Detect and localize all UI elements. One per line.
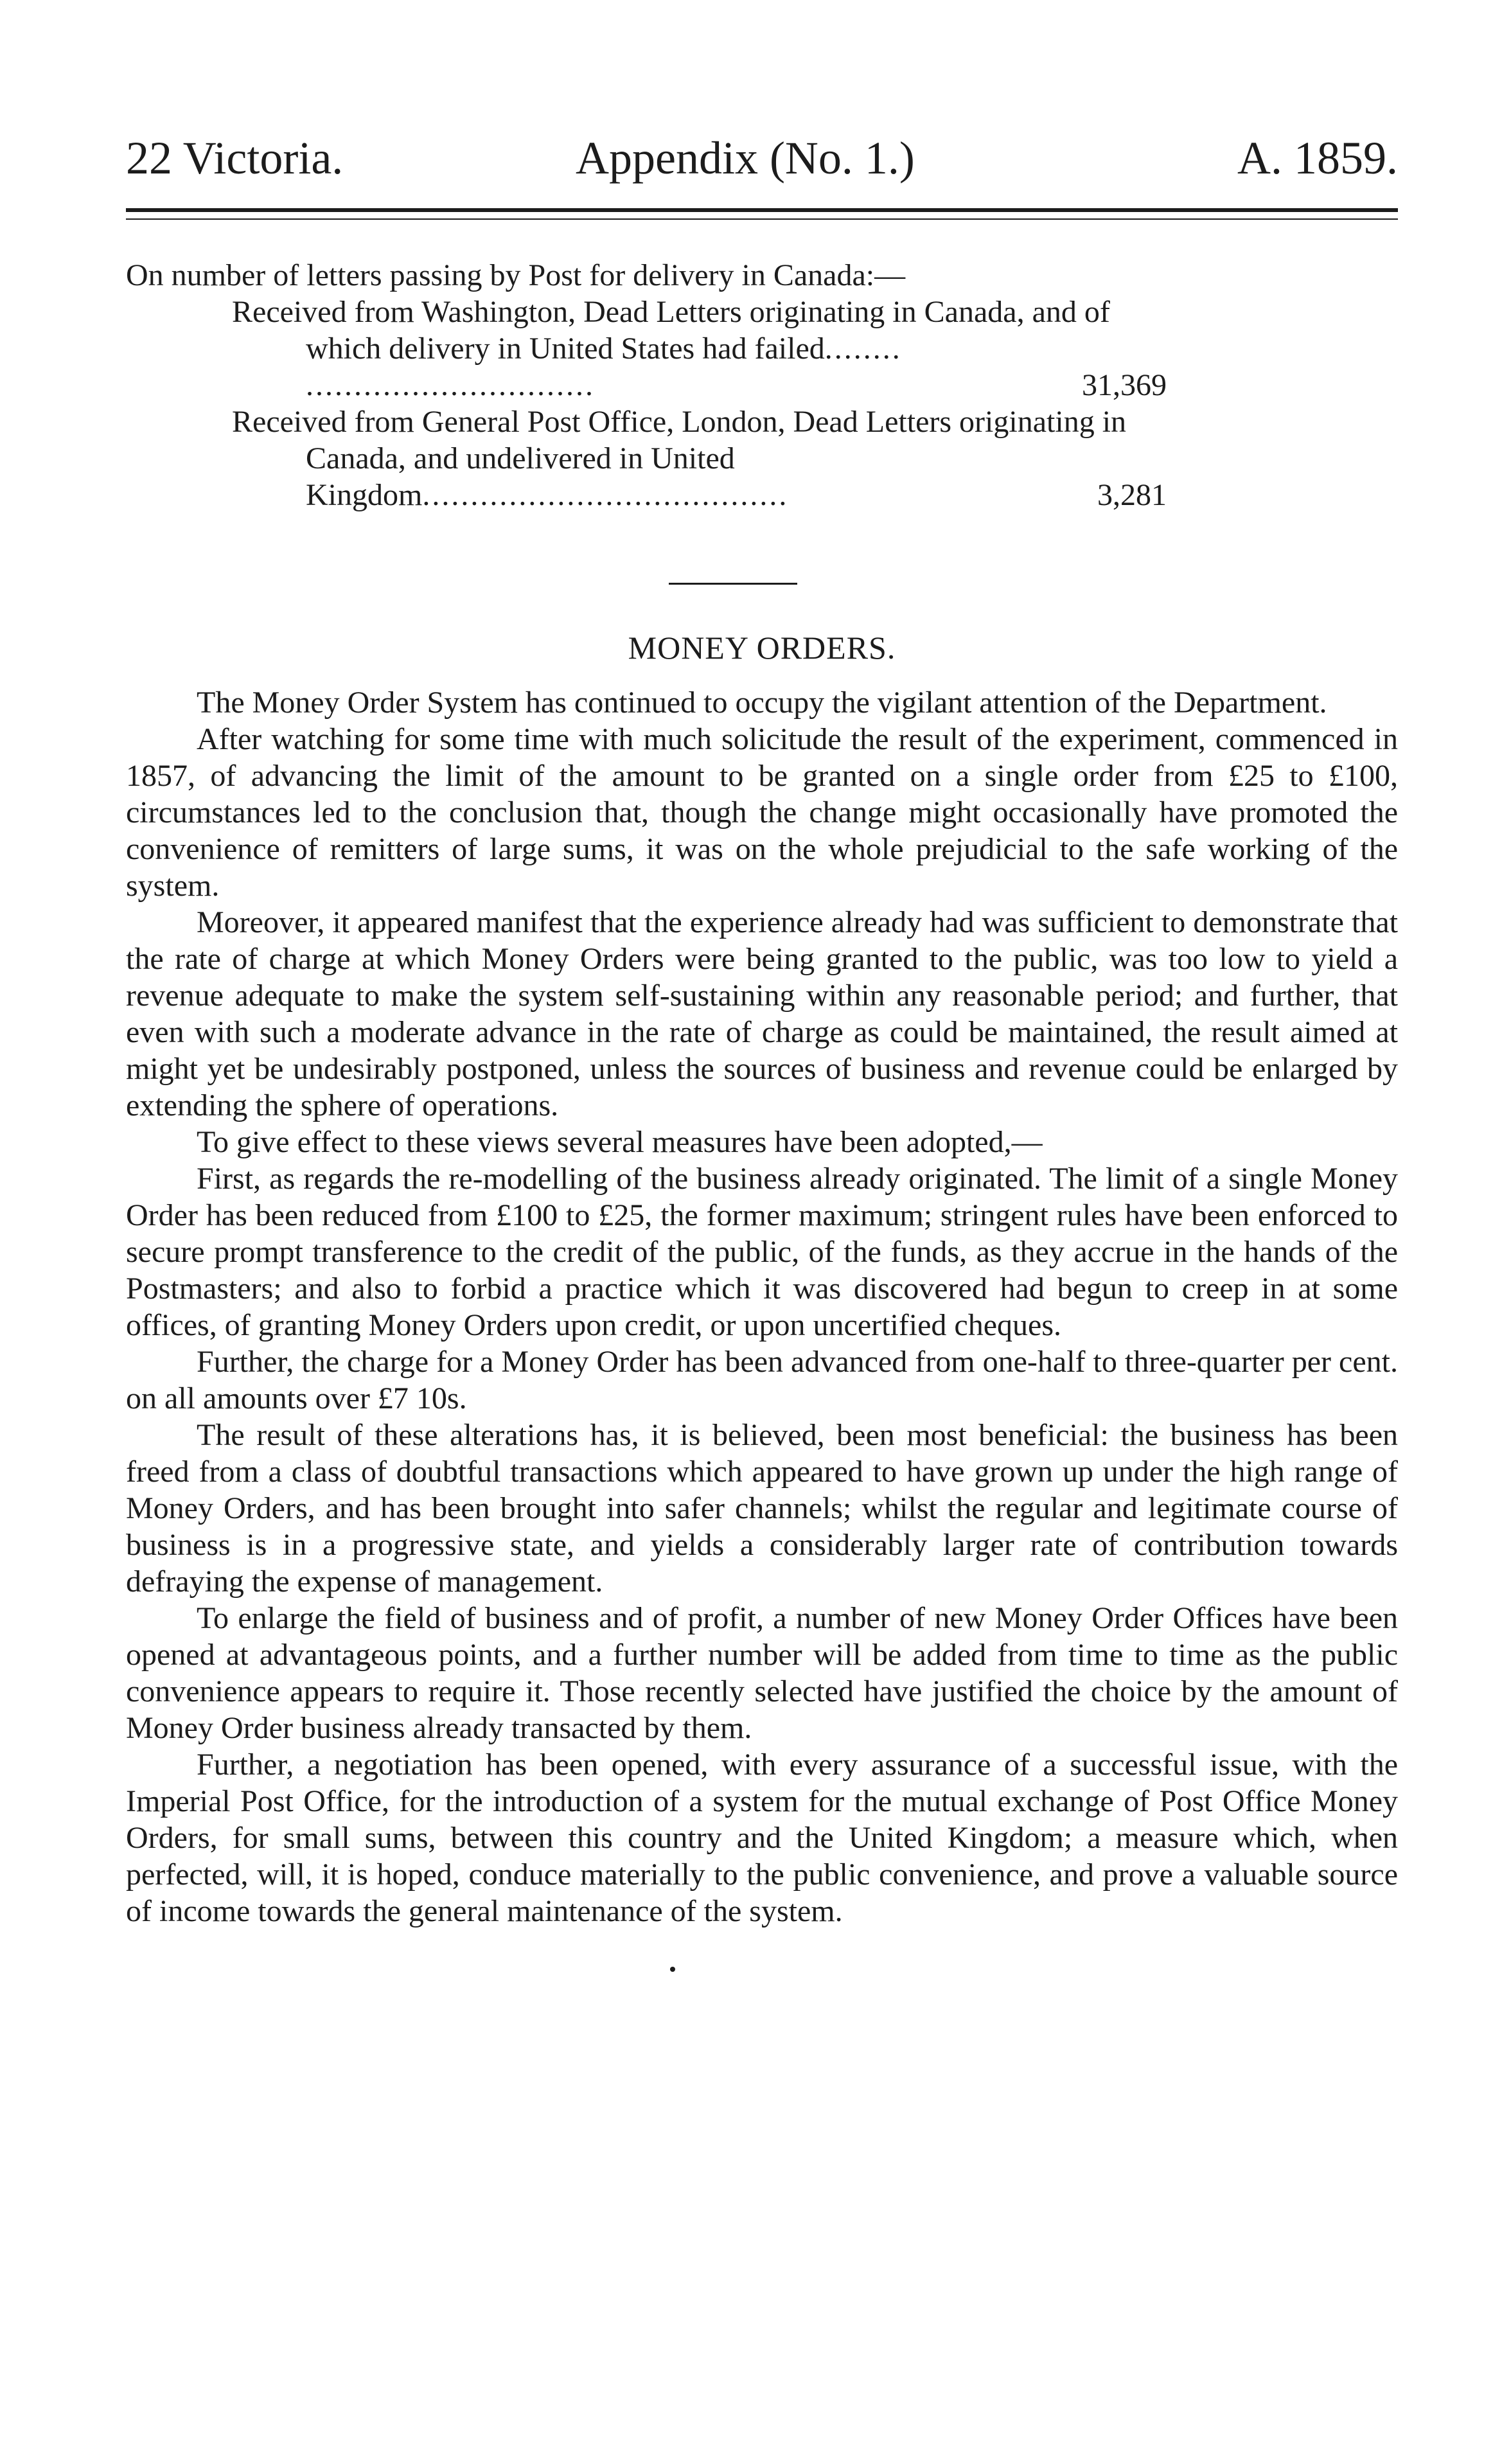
letters-entry-washington xyxy=(126,294,1398,403)
paragraph: To enlarge the field of business and of profit, a number of new Money Order Offices have been opened at advantageous points, and a further number will be added from time to time as the public convenience appears to require it. Those recently selected have justified the choice by the amount of Money Order business already transacted by them. xyxy=(126,1601,1398,1745)
entry-value: 31,369 xyxy=(1082,368,1167,402)
paragraph: Further, the charge for a Money Order has been advanced from one-half to three-quarter per cent. on all amounts over £7 10s. xyxy=(126,1345,1398,1415)
paragraph: Moreover, it appeared manifest that the experience already had was sufficient to demonstrate that the rate of charge at which Money Orders were being granted to the public, was too low to yield a revenue adequate to make the system self-sustaining within any reasonable period; and further, that even with such a moderate advance in the rate of charge as could be maintained, the result aimed at might yet be undesirably postponed, unless the sources of business and revenue could be enlarged by extending the sphere of operations. xyxy=(126,905,1398,1122)
dot-leaders: ...................................... xyxy=(422,478,789,512)
paragraph: First, as regards the re-modelling of the business already originated. The limit of a single Money Order has been reduced from £100 to £25, the former maximum; stringent rules have been enforced to secure prompt transference to the credit of the public, of the funds, as they accrue in the hands of the Postmasters; and also to forbid a practice which it was discovered had begun to creep in at some offices, of granting Money Orders upon credit, or upon uncertified cheques. xyxy=(126,1162,1398,1342)
running-header xyxy=(126,126,1398,190)
paragraph: Further, a negotiation has been opened, with every assurance of a successful issue, with the Imperial Post Office, for the introduction of a system for the mutual exchange of Post Office Money Orders, for small sums, between this country and the United Kingdom; a measure which, when perfected, will, it is hoped, conduce materially to the public convenience, and prove a valuable source of income towards the general maintenance of the system. xyxy=(126,1748,1398,1928)
entry-description: Received from General Post Office, London, Dead Letters originating in Canada, and undelivered in United Kingdom xyxy=(232,405,1127,512)
entry-value: 3,281 xyxy=(1097,478,1167,512)
section-title: MONEY ORDERS. xyxy=(628,630,896,666)
letters-entry-london xyxy=(126,403,1398,513)
paragraph: After watching for some time with much solicitude the result of the experiment, commenced in 1857, of advancing the limit of the amount to be granted on a single order from £25 to £100, circumstances led to the conclusion that, though the change might occasionally have promoted the convenience of remitters of large sums, it was on the whole prejudicial to the safe working of the system. xyxy=(126,722,1398,903)
header-appendix: Appendix (No. 1.) xyxy=(576,132,915,184)
paragraph: To give effect to these views several measures have been adopted,— xyxy=(197,1125,1043,1159)
paragraph: The result of these alterations has, it is believed, been most beneficial: the business has been freed from a class of doubtful transactions which appeared to have grown up under the high range of Money Orders, and has been brought into safer channels; whilst the regular and legitimate course of business is in a progressive state, and yields a considerably larger rate of contribution towards defraying the expense of management. xyxy=(126,1418,1398,1599)
header-session: 22 Victoria. xyxy=(126,132,344,184)
letters-intro: On number of letters passing by Post for delivery in Canada:— xyxy=(126,258,906,292)
header-rule-thin xyxy=(126,218,1398,220)
entry-text xyxy=(232,403,1154,513)
header-year: A. 1859. xyxy=(1237,132,1398,184)
dot-leaders: ........ .............................. xyxy=(306,332,902,402)
entry-description: Received from Washington, Dead Letters originating in Canada, and of which delivery in United States had failed xyxy=(232,295,1110,366)
printer-mark xyxy=(670,1967,675,1972)
header-rule-thick xyxy=(126,208,1398,212)
paragraph: The Money Order System has continued to occupy the vigilant attention of the Department. xyxy=(197,686,1327,720)
entry-text xyxy=(232,294,1154,403)
section-divider xyxy=(669,583,797,585)
page-body xyxy=(126,257,1398,1972)
